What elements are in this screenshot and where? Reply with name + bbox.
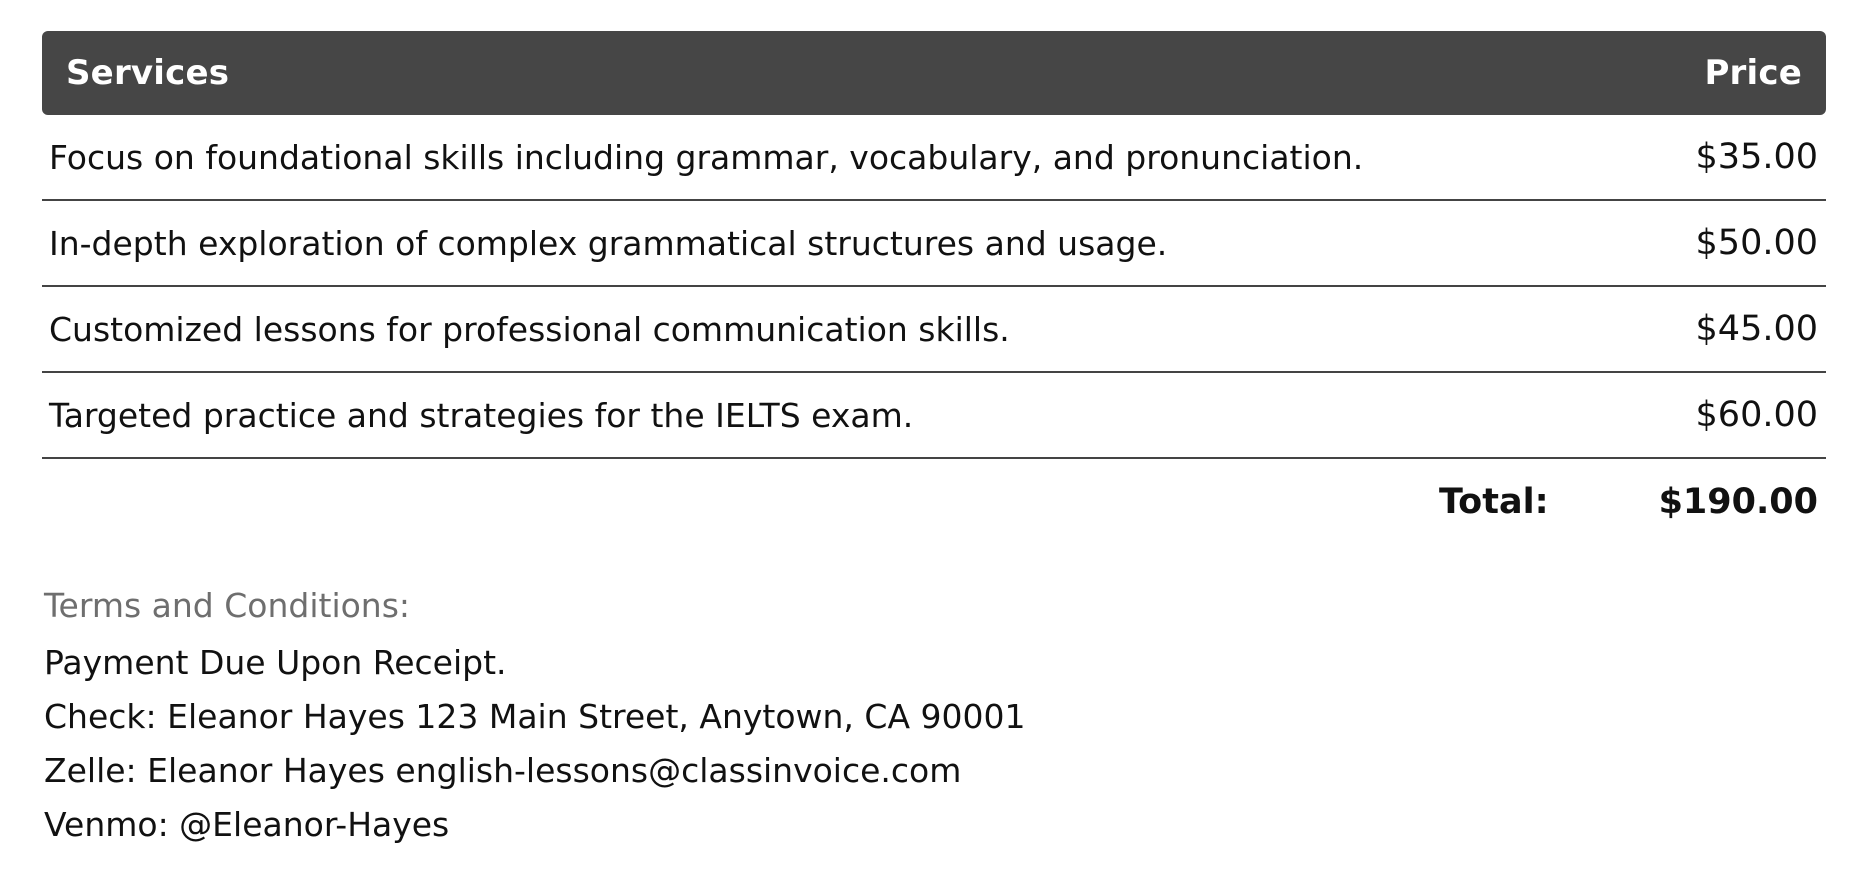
service-price: $35.00 [1695, 137, 1818, 177]
table-row [42, 201, 1826, 287]
table-header [42, 31, 1826, 115]
service-description: Customized lessons for professional communication skills. [49, 309, 1010, 349]
terms-heading: Terms and Conditions: [44, 586, 411, 625]
service-price: $60.00 [1695, 395, 1818, 435]
total-label: Total: [1438, 482, 1549, 522]
service-description: Focus on foundational skills including grammar, vocabulary, and pronunciation. [49, 137, 1364, 177]
table-row [42, 373, 1826, 459]
service-price: $45.00 [1695, 309, 1818, 349]
price-column-header: Price [1704, 53, 1802, 93]
total-row [42, 459, 1826, 545]
services-column-header: Services [66, 53, 230, 93]
service-price: $50.00 [1695, 223, 1818, 263]
total-value: $190.00 [1658, 482, 1818, 522]
terms-section [44, 580, 1026, 852]
service-description: In-depth exploration of complex grammatical structures and usage. [49, 223, 1168, 263]
zelle-payment-line: Zelle: Eleanor Hayes english-lessons@classinvoice.com [44, 751, 962, 790]
table-row [42, 115, 1826, 201]
venmo-payment-line: Venmo: @Eleanor-Hayes [44, 805, 450, 844]
check-payment-line: Check: Eleanor Hayes 123 Main Street, Anytown, CA 90001 [44, 697, 1026, 736]
table-row [42, 287, 1826, 373]
service-description: Targeted practice and strategies for the IELTS exam. [49, 395, 914, 435]
services-table [42, 31, 1826, 545]
payment-due-line: Payment Due Upon Receipt. [44, 643, 507, 682]
